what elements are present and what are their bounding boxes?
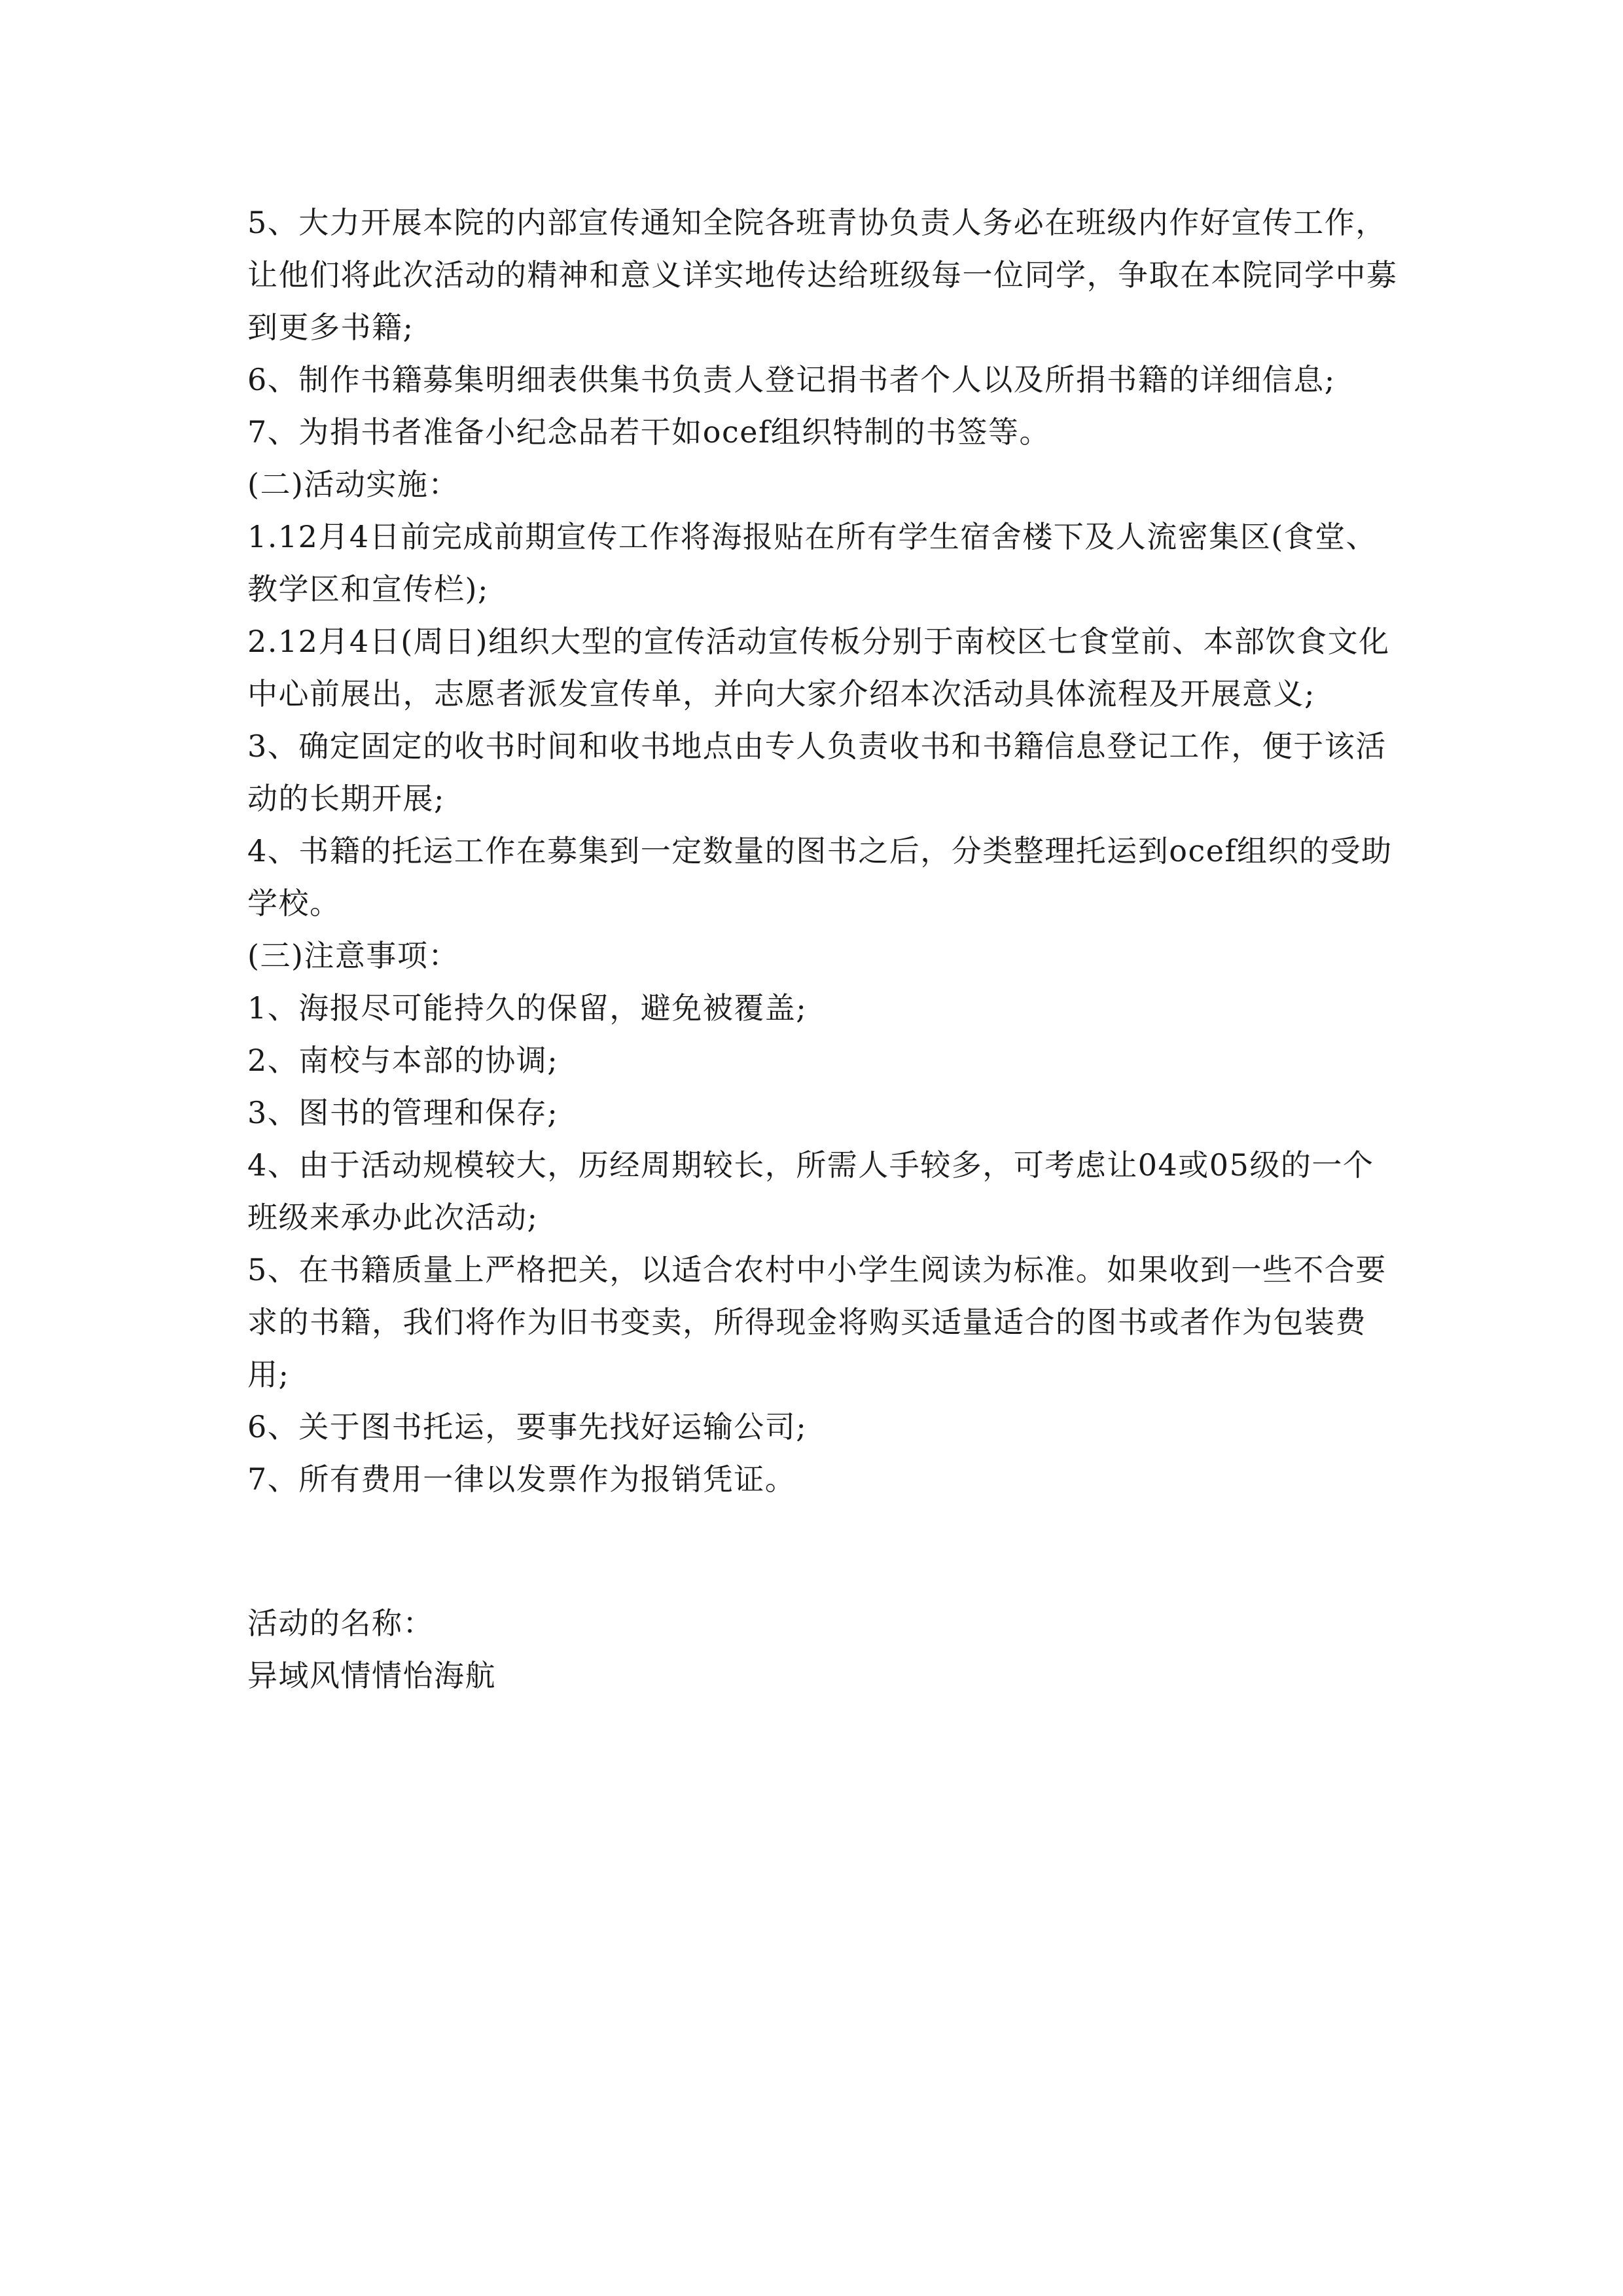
section-spacer [247,1505,1399,1597]
paragraph: 7、所有费用一律以发票作为报销凭证。 [247,1462,796,1497]
paragraph: 4、书籍的托运工作在募集到一定数量的图书之后，分类整理托运到ocef组织的受助学校。 [247,833,1393,921]
paragraph: 6、制作书籍募集明细表供集书负责人登记捐书者个人以及所捐书籍的详细信息; [247,362,1336,397]
subsection-heading: (三)注意事项： [247,938,459,973]
document-body [247,196,1399,1702]
paragraph: 5、大力开展本院的内部宣传通知全院各班青协负责人务必在班级内作好宣传工作，让他们将此次活动的精神和意义详实地传达给班级每一位同学，争取在本院同学中募到更多书籍; [247,205,1398,345]
paragraph: 5、在书籍质量上严格把关，以适合农村中小学生阅读为标准。如果收到一些不合要求的书籍，我们将作为旧书变卖，所得现金将购买适量适合的图书或者作为包装费用; [247,1252,1387,1392]
activity-name: 异域风情情怡海航 [247,1658,496,1693]
paragraph: 2.12月4日(周日)组织大型的宣传活动宣传板分别于南校区七食堂前、本部饮食文化中心前展出，志愿者派发宣传单，并向大家介绍本次活动具体流程及开展意义; [247,624,1390,711]
paragraph: 1、海报尽可能持久的保留，避免被覆盖; [247,990,808,1026]
paragraph: 3、确定固定的收书时间和收书地点由专人负责收书和书籍信息登记工作，便于该活动的长期开展; [247,728,1387,816]
paragraph: 3、图书的管理和保存; [247,1095,559,1130]
paragraph: 7、为捐书者准备小纪念品若干如ocef组织特制的书签等。 [247,414,1050,450]
paragraph: 1.12月4日前完成前期宣传工作将海报贴在所有学生宿舍楼下及人流密集区(食堂、教学区和宣传栏); [247,519,1378,607]
subsection-heading: (二)活动实施： [247,467,459,502]
section-heading: 活动的名称： [247,1605,434,1641]
paragraph: 6、关于图书托运，要事先找好运输公司; [247,1409,808,1444]
paragraph: 2、南校与本部的协调; [247,1043,559,1078]
paragraph: 4、由于活动规模较大，历经周期较长，所需人手较多，可考虑让04或05级的一个班级来承办此次活动; [247,1147,1374,1235]
